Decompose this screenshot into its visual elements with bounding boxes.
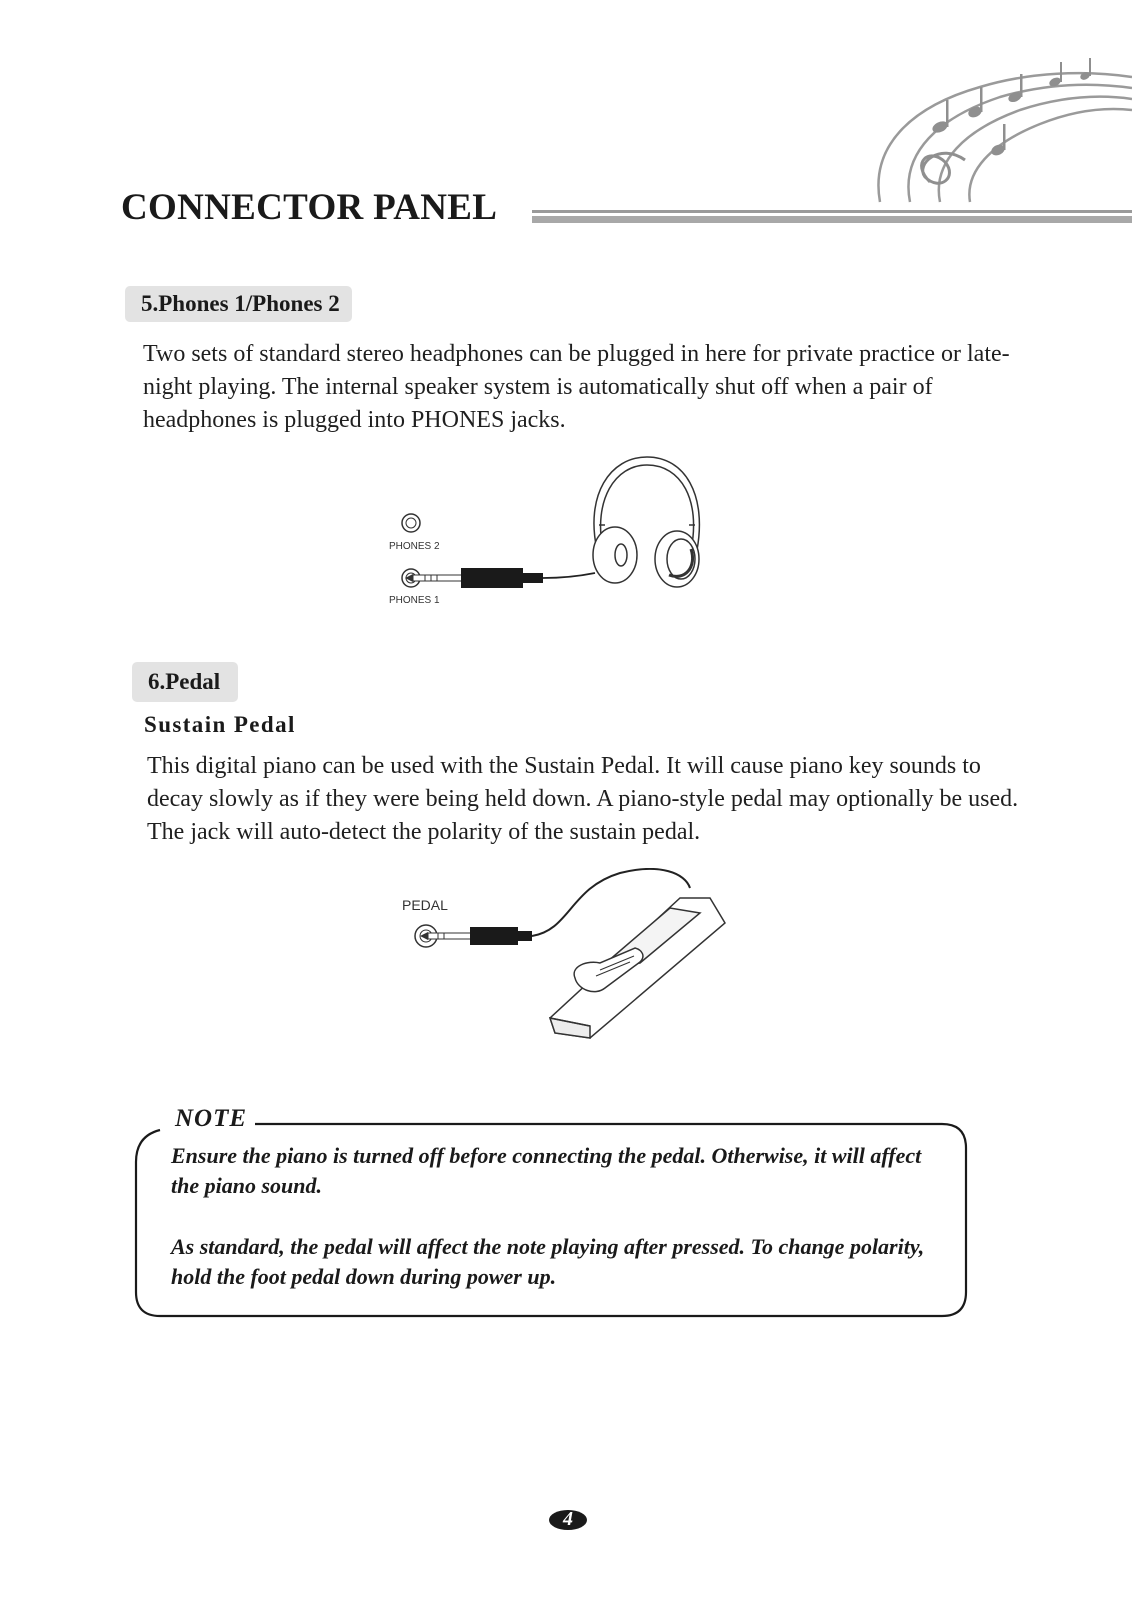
phones-2-jack (402, 514, 420, 532)
pedal-label: PEDAL (402, 897, 448, 913)
phones-1-label: PHONES 1 (389, 595, 440, 606)
section-tab-pedal: 6.Pedal (132, 662, 238, 702)
phones-2-label: PHONES 2 (389, 541, 440, 552)
note-title: NOTE (173, 1105, 255, 1133)
headphone-plug (405, 568, 595, 588)
note-paragraph: Ensure the piano is turned off before connecting the pedal. Otherwise, it will affect the piano sound. (171, 1143, 922, 1198)
sustain-pedal-icon (550, 898, 725, 1038)
music-notes-ornament (870, 52, 1132, 212)
note-paragraph: As standard, the pedal will affect the note playing after pressed. To change polarity, hold the foot pedal down during power up. (171, 1234, 925, 1289)
page-number: 4 (563, 1508, 573, 1530)
section-tab-phones: 5.Phones 1/Phones 2 (125, 286, 352, 322)
phones-description: Two sets of standard stereo headphones can be plugged in here for private practice or late-night playing. The internal speaker system is automatically shut off when a pair of headphones is plugged into PHONES jacks. (143, 341, 1010, 433)
title-divider (532, 210, 1132, 224)
page-title: CONNECTOR PANEL (121, 187, 498, 228)
headphones-connection-diagram (385, 455, 725, 615)
pedal-description: This digital piano can be used with the Sustain Pedal. It will cause piano key sounds to decay slowly as if they were being held down. A piano-style pedal may optionally be used. The jack will auto-detect the polarity of the sustain pedal. (147, 753, 1019, 845)
headphones-icon (593, 457, 699, 587)
pedal-connection-diagram (400, 868, 750, 1058)
sustain-pedal-heading: Sustain Pedal (144, 712, 296, 737)
